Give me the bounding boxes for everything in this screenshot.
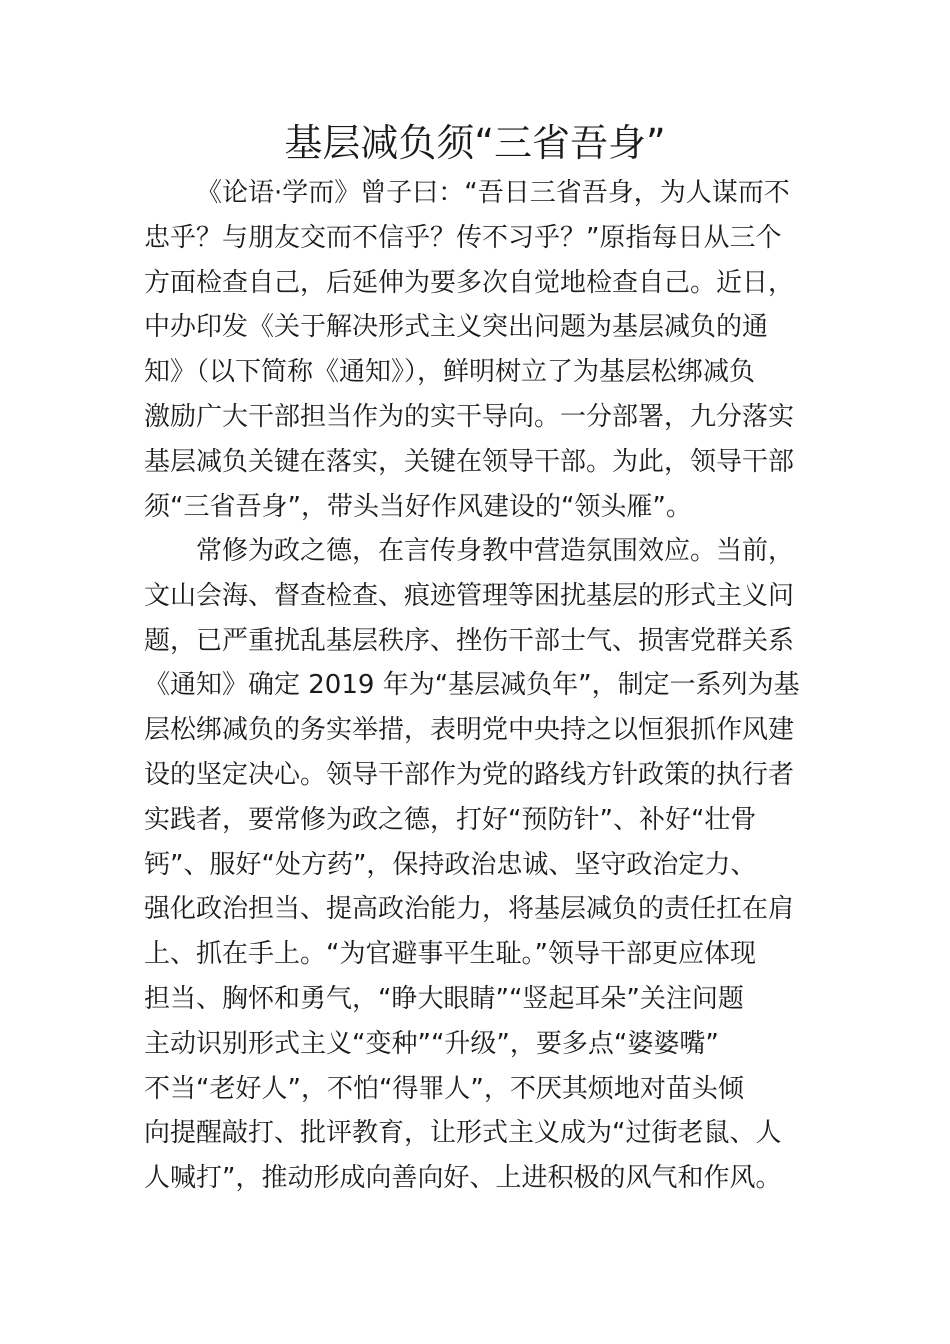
paragraph-line: 题，已严重扰乱基层秩序、挫伤干部士气、损害党群关系 — [144, 625, 795, 656]
paragraph-line: 担当、胸怀和勇气，“睁大眼睛”“竖起耳朵”关注问题 — [144, 983, 744, 1014]
paragraph-line: 忠乎？与朋友交而不信乎？传不习乎？”原指每日从三个 — [144, 222, 782, 253]
paragraph-line: 文山会海、督查检查、痕迹管理等困扰基层的形式主义问 — [144, 580, 795, 611]
paragraph-line: 层松绑减负的务实举措，表明党中央持之以恒狠抓作风建 — [144, 715, 795, 746]
paragraph-1 — [0, 171, 950, 529]
paragraph-line: 人喊打”，推动形成向善向好、上进积极的风气和作风。 — [144, 1163, 782, 1194]
paragraph-line: 基层减负关键在落实，关键在领导干部。为此，领导干部 — [144, 446, 795, 477]
paragraph-line: 知》（以下简称《通知》），鲜明树立了为基层松绑减负 — [144, 357, 756, 388]
paragraph-line: 须“三省吾身”，带头当好作风建设的“领头雁”。 — [144, 491, 692, 522]
paragraph-line: 主动识别形式主义“变种”“升级”，要多点“婆婆嘴” — [144, 1028, 719, 1059]
paragraph-line: 《论语·学而》曾子曰：“吾日三省吾身，为人谋而不 — [196, 178, 790, 208]
paragraph-line: 实践者，要常修为政之德，打好“预防针”、补好“壮骨 — [144, 804, 757, 835]
paragraph-line: 《通知》确定 2019 年为“基层减负年”，制定一系列为基 — [144, 670, 800, 701]
paragraph-line: 方面检查自己，后延伸为要多次自觉地检查自己。近日， — [144, 267, 795, 298]
paragraph-line: 激励广大干部担当作为的实干导向。一分部署，九分落实 — [144, 401, 795, 432]
paragraph-line: 强化政治担当、提高政治能力，将基层减负的责任扛在肩 — [144, 894, 795, 925]
paragraph-2 — [0, 529, 950, 1201]
document-title: 基层减负须“三省吾身” — [284, 121, 666, 165]
paragraph-line: 不当“老好人”，不怕“得罪人”，不厌其烦地对苗头倾 — [144, 1073, 744, 1104]
paragraph-line: 上、抓在手上。“为官避事平生耻。”领导干部更应体现 — [144, 939, 756, 970]
paragraph-line: 设的坚定决心。领导干部作为党的路线方针政策的执行者 — [144, 759, 795, 790]
paragraph-line: 常修为政之德，在言传身教中营造氛围效应。当前， — [196, 536, 795, 566]
paragraph-line: 钙”、服好“处方药”，保持政治忠诚、坚守政治定力、 — [144, 849, 757, 880]
paragraph-line: 向提醒敲打、批评教育，让形式主义成为“过街老鼠、人 — [144, 1118, 782, 1149]
paragraph-line: 中办印发《关于解决形式主义突出问题为基层减负的通 — [144, 312, 769, 343]
